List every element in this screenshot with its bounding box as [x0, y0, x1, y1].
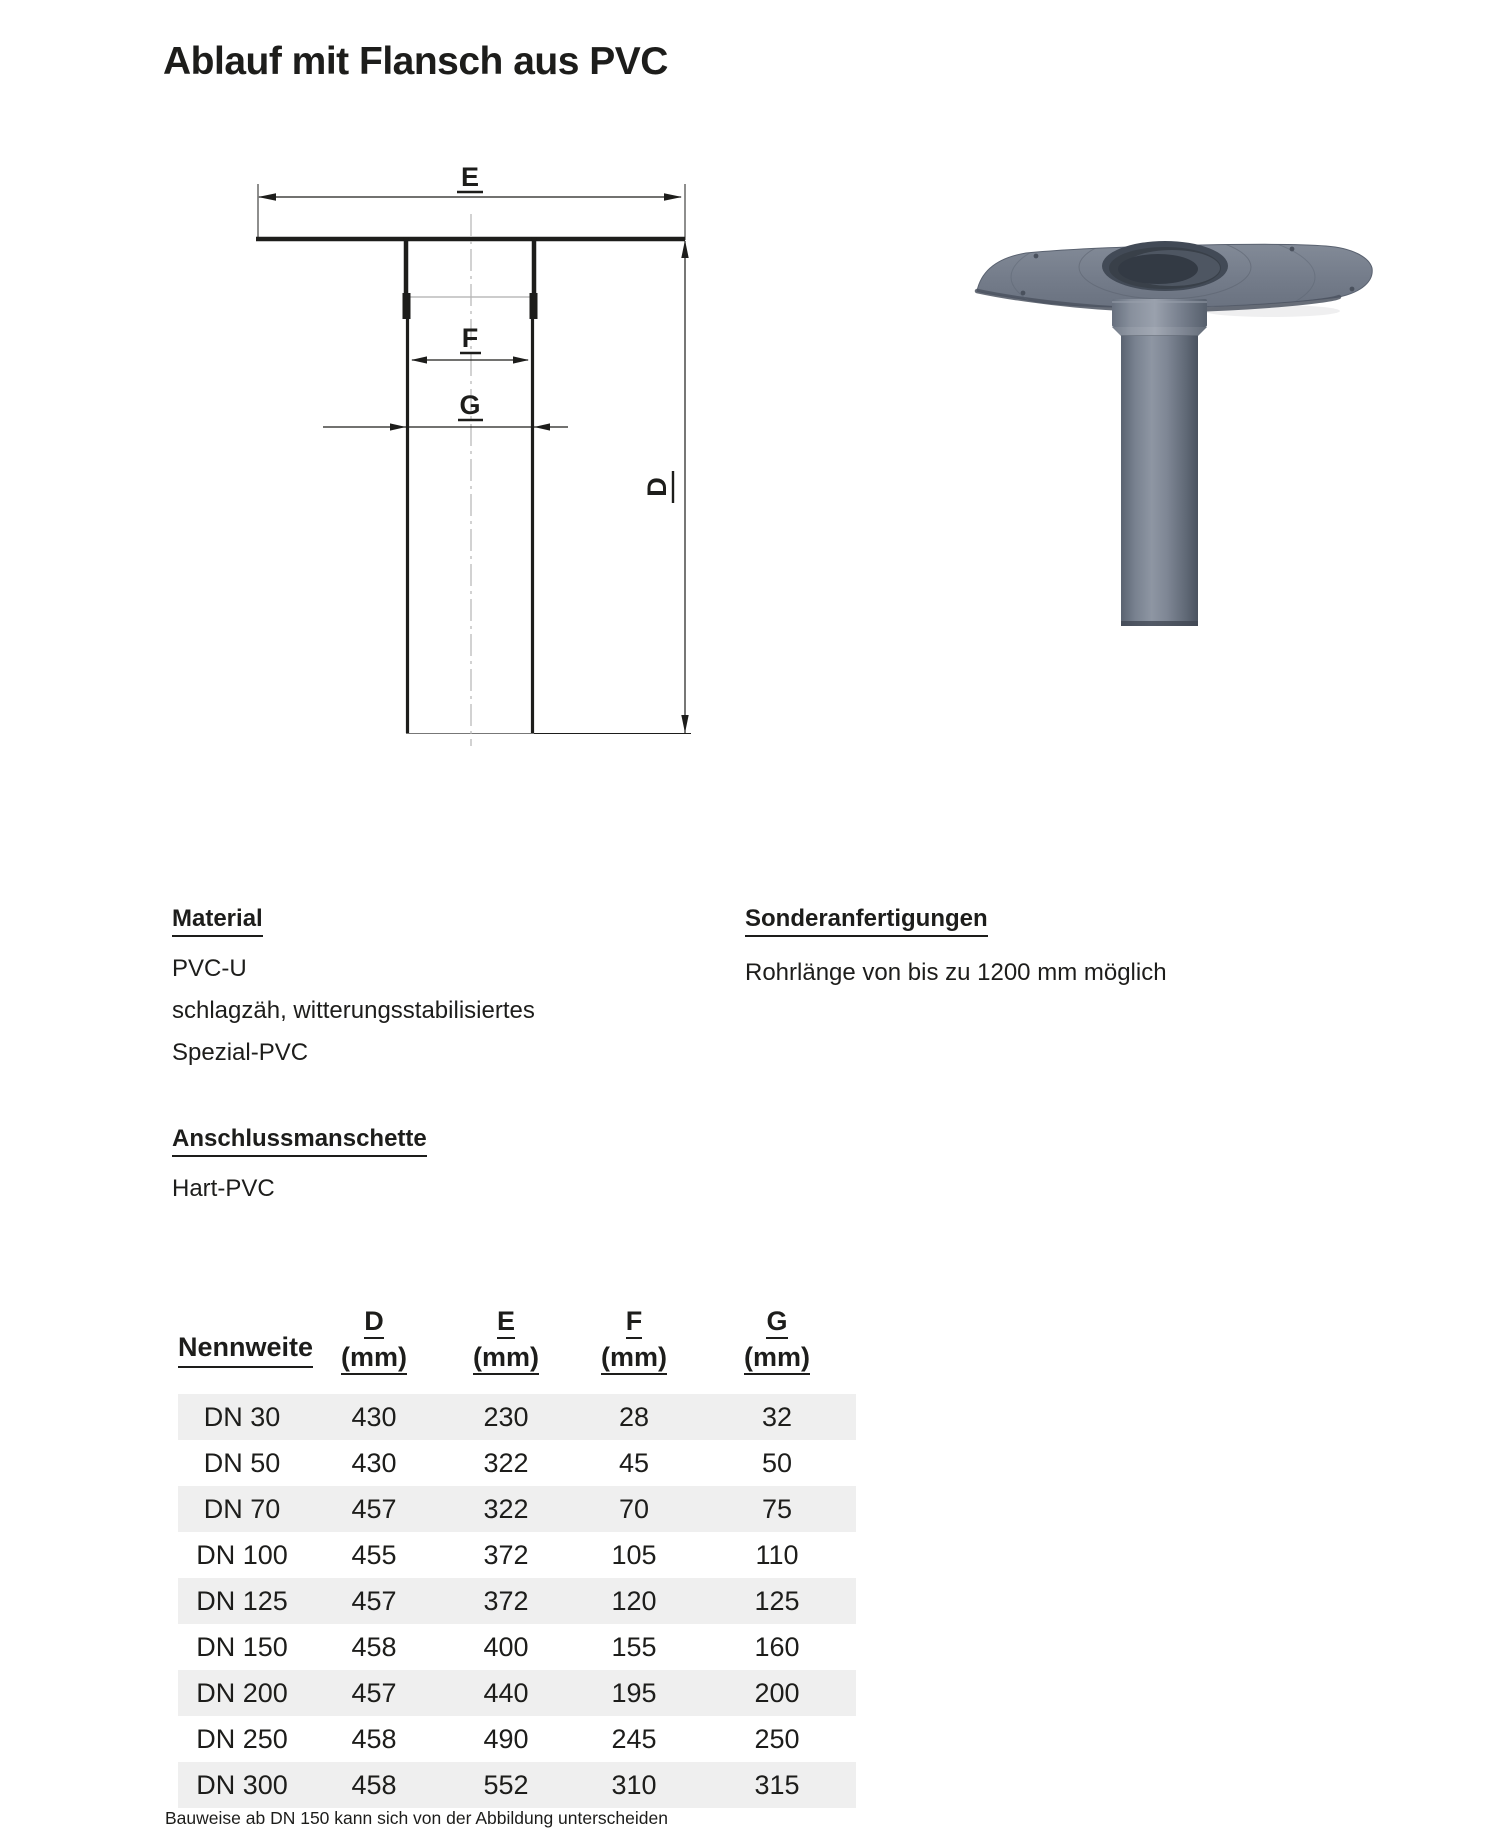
table-row: [178, 1394, 856, 1440]
table-row: [178, 1440, 856, 1486]
table-cell: 322: [483, 1494, 529, 1524]
table-cell: 490: [483, 1724, 529, 1754]
table-cell: 250: [754, 1724, 800, 1754]
table-cell: DN 70: [203, 1494, 281, 1524]
table-cell: 32: [761, 1402, 793, 1432]
table-header-g: G (mm): [698, 1302, 856, 1394]
sonderanfertigungen-heading: Sonderanfertigungen: [745, 905, 988, 937]
table-cell: DN 50: [203, 1448, 281, 1478]
table-cell: 457: [351, 1494, 397, 1524]
table-row: [178, 1578, 856, 1624]
size-table-body: [178, 1394, 856, 1808]
table-cell: 70: [618, 1494, 650, 1524]
product-photo: [950, 200, 1390, 640]
table-cell: 400: [483, 1632, 529, 1662]
table-cell: 372: [483, 1586, 529, 1616]
dimension-d: [534, 240, 691, 734]
table-cell: 125: [754, 1586, 800, 1616]
table-cell: 315: [754, 1770, 800, 1800]
rivet-hole: [1021, 291, 1026, 296]
table-cell: DN 250: [196, 1724, 288, 1754]
table-cell: 120: [611, 1586, 657, 1616]
table-cell: 230: [483, 1402, 529, 1432]
material-line: PVC-U: [172, 955, 247, 982]
table-cell: 372: [483, 1540, 529, 1570]
table-cell: 440: [483, 1678, 529, 1708]
dim-label-g: G: [459, 390, 481, 420]
drain-pipe: [1112, 299, 1207, 626]
sonderanfertigungen-line: Rohrlänge von bis zu 1200 mm möglich: [745, 959, 1167, 986]
anschlussmanschette-heading: Anschlussmanschette: [172, 1125, 427, 1157]
table-header-row: [178, 1302, 856, 1394]
table-header-f: F (mm): [570, 1302, 698, 1394]
table-cell: 110: [755, 1540, 799, 1570]
table-header-e: E (mm): [442, 1302, 570, 1394]
table-cell: DN 30: [203, 1402, 281, 1432]
rivet-hole: [1034, 254, 1039, 259]
table-row: [178, 1532, 856, 1578]
drain-hole: [1102, 241, 1228, 291]
table-cell: 50: [761, 1448, 793, 1478]
table-row: [178, 1716, 856, 1762]
table-cell: 200: [754, 1678, 800, 1708]
table-cell: 455: [351, 1540, 397, 1570]
dimension-f: [411, 323, 529, 364]
dim-label-f: F: [461, 323, 479, 353]
table-cell: 245: [611, 1724, 657, 1754]
anschlussmanschette-line: Hart-PVC: [172, 1175, 275, 1202]
table-cell: 430: [351, 1402, 397, 1432]
dim-label-d: D: [642, 477, 672, 497]
table-row: [178, 1486, 856, 1532]
material-line: schlagzäh, witterungsstabilisiertes: [172, 997, 535, 1024]
technical-drawing: [195, 125, 715, 755]
table-cell: 430: [351, 1448, 397, 1478]
table-header-nennweite: Nennweite: [178, 1302, 306, 1394]
table-footnote: Bauweise ab DN 150 kann sich von der Abbildung unterscheiden: [165, 1808, 668, 1828]
table-cell: 160: [754, 1632, 800, 1662]
table-cell: 458: [351, 1632, 397, 1662]
table-cell: 552: [483, 1770, 529, 1800]
table-cell: 45: [618, 1448, 650, 1478]
material-heading: Material: [172, 905, 263, 937]
table-cell: 155: [611, 1632, 657, 1662]
table-cell: DN 125: [196, 1586, 288, 1616]
table-header-d: D (mm): [306, 1302, 442, 1394]
table-cell: 458: [351, 1724, 397, 1754]
table-cell: 457: [351, 1586, 397, 1616]
rivet-hole: [1350, 287, 1355, 292]
table-cell: 310: [611, 1770, 657, 1800]
table-row: [178, 1624, 856, 1670]
table-cell: 195: [611, 1678, 657, 1708]
table-cell: 322: [483, 1448, 529, 1478]
table-row: [178, 1670, 856, 1716]
table-cell: 458: [351, 1770, 397, 1800]
table-cell: 28: [618, 1402, 650, 1432]
table-cell: 105: [611, 1540, 657, 1570]
dim-label-e: E: [460, 162, 480, 192]
rivet-hole: [1290, 247, 1295, 252]
page-title: Ablauf mit Flansch aus PVC: [163, 40, 668, 83]
material-line: Spezial-PVC: [172, 1039, 309, 1066]
table-row: [178, 1762, 856, 1808]
dimension-table: [178, 1302, 856, 1808]
table-cell: DN 300: [196, 1770, 288, 1800]
table-cell: DN 100: [196, 1540, 288, 1570]
table-cell: 75: [761, 1494, 793, 1524]
table-cell: DN 200: [196, 1678, 288, 1708]
table-cell: 457: [351, 1678, 397, 1708]
table-cell: DN 150: [196, 1632, 288, 1662]
